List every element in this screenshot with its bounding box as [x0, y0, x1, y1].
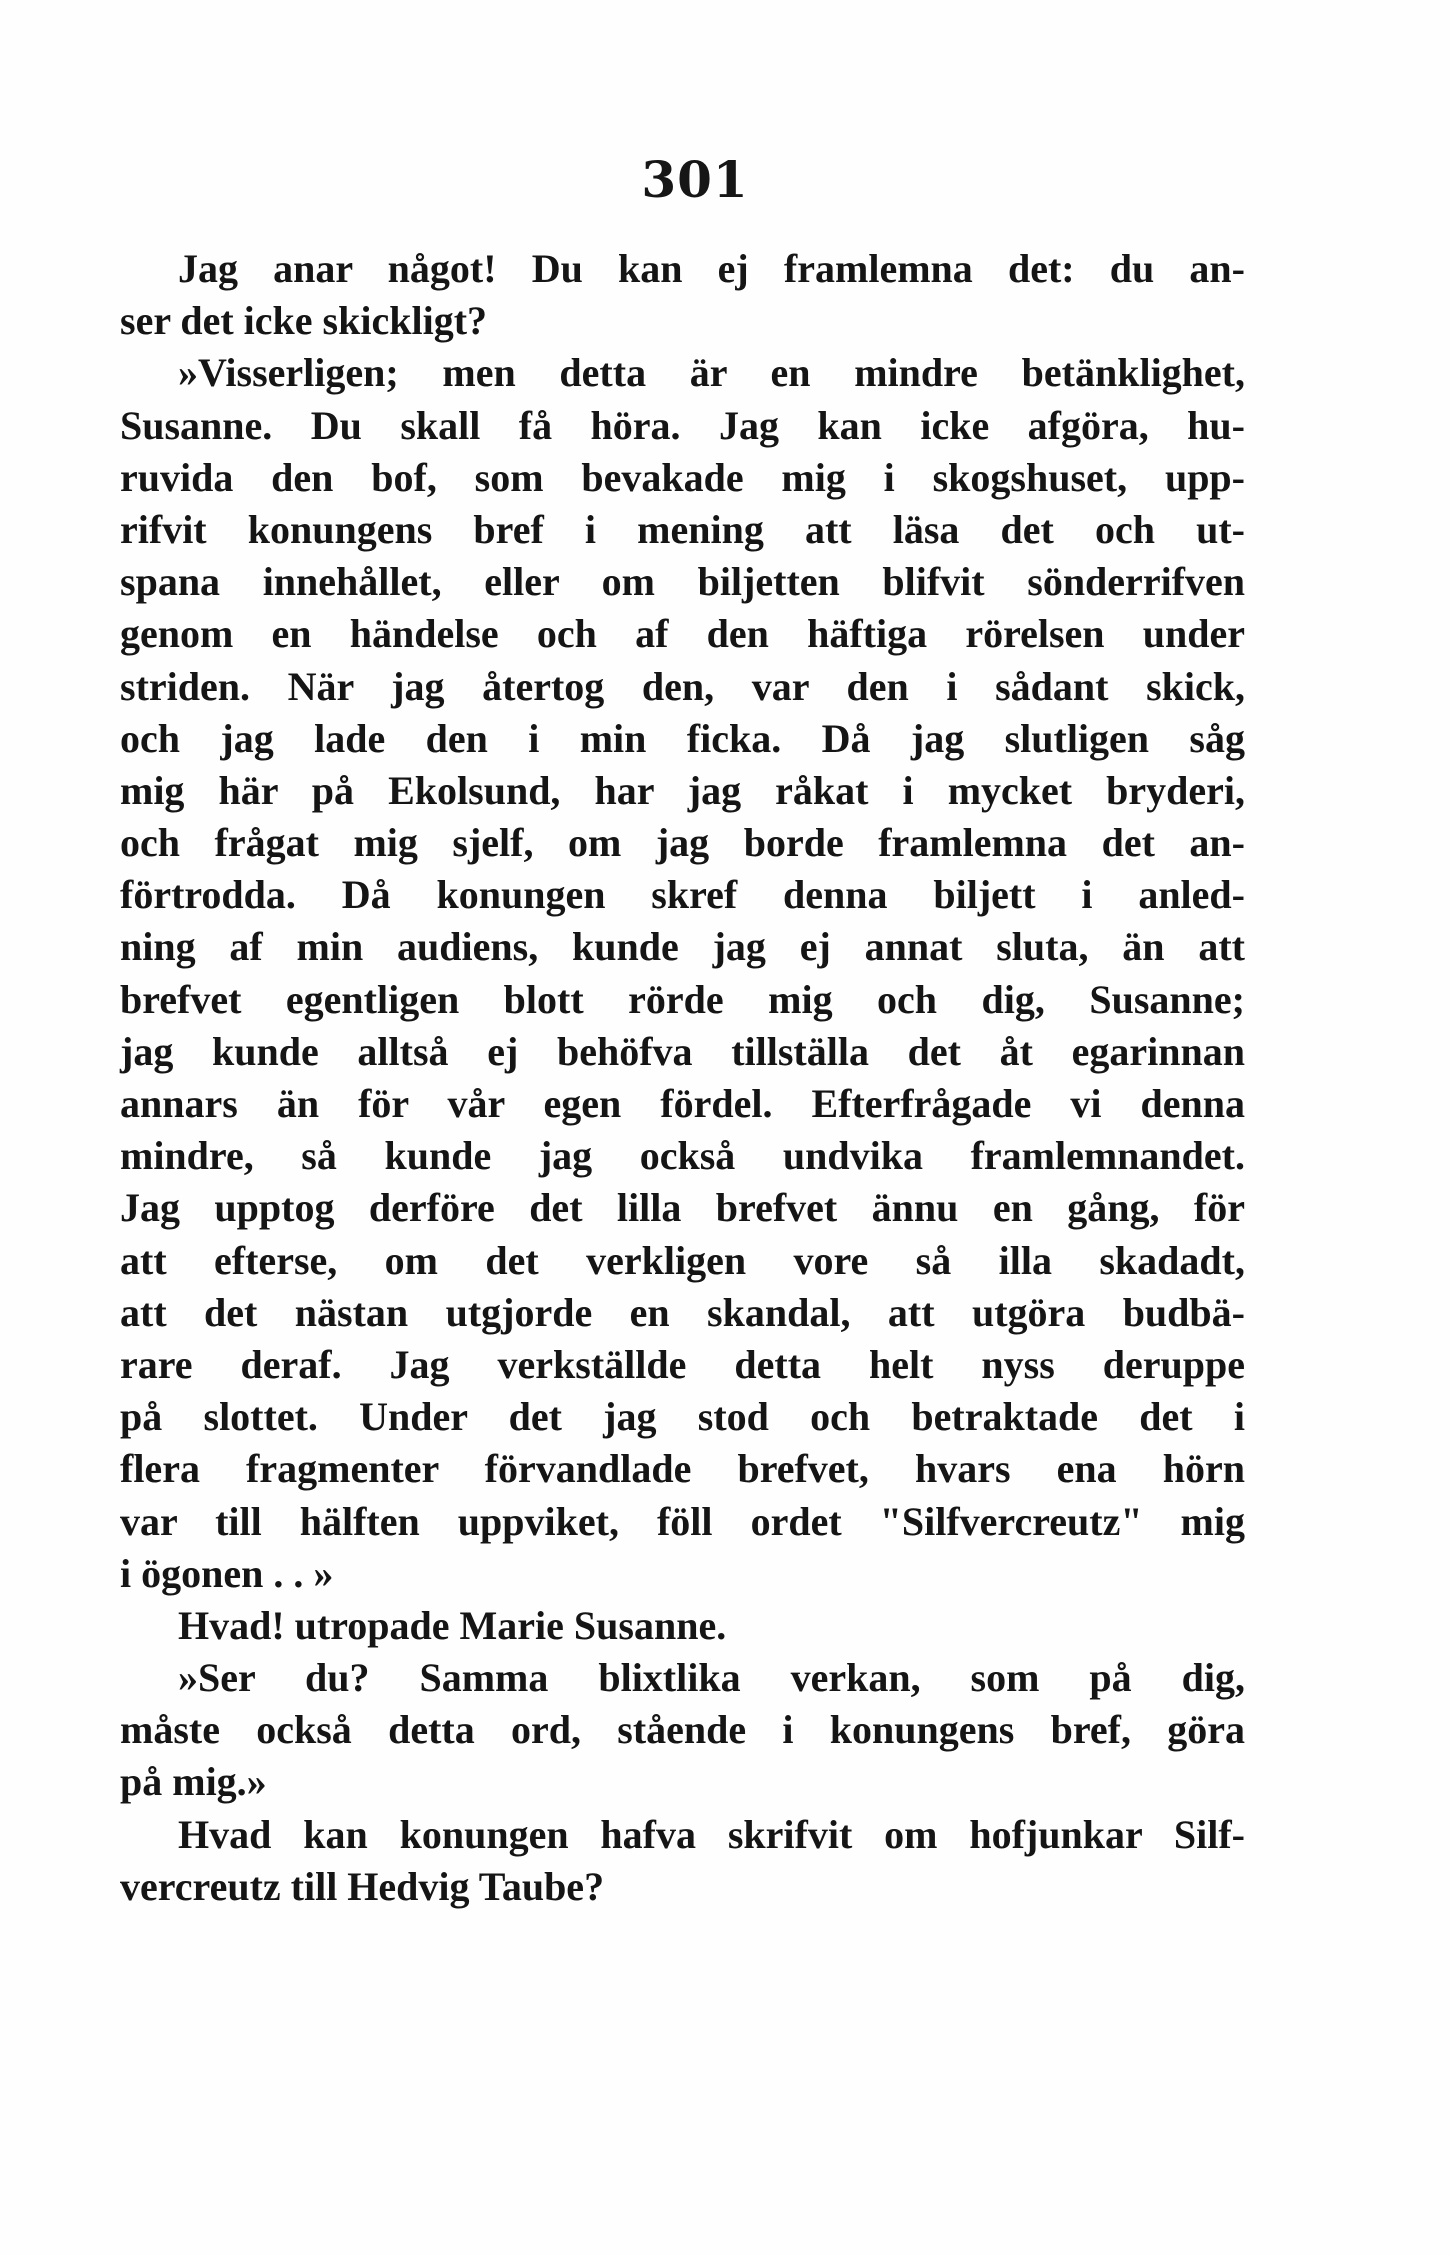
text-line: att efterse, om det verkligen vore så illa skadadt, — [120, 1237, 1245, 1283]
text-line: mindre, så kunde jag också undvika framlemnandet. — [120, 1133, 1245, 1179]
text-line: annars än för vår egen fördel. Efterfrågade vi denna — [120, 1081, 1245, 1126]
text-line: spana innehållet, eller om biljetten blifvit sönderrifven — [120, 559, 1245, 605]
text-line: Jag anar något! Du kan ej framlemna det: du an- — [178, 246, 1245, 291]
text-line: i ögonen . . » — [120, 1550, 334, 1596]
text-line: förtrodda. Då konungen skref denna biljett i anled- — [120, 872, 1245, 918]
text-line: flera fragmenter förvandlade brefvet, hvars ena hörn — [120, 1446, 1245, 1492]
text-line: och frågat mig sjelf, om jag borde framlemna det an- — [120, 820, 1245, 866]
text-line: på mig.» — [120, 1759, 267, 1805]
text-line: »Ser du? Samma blixtlika verkan, som på dig, — [178, 1655, 1245, 1701]
text-line: striden. När jag återtog den, var den i sådant skick, — [120, 663, 1245, 709]
text-line: att det nästan utgjorde en skandal, att utgöra budbä- — [120, 1289, 1245, 1335]
text-line: Hvad! utropade Marie Susanne. — [178, 1602, 727, 1648]
text-line: jag kunde alltså ej behöfva tillställa det åt egarinnan — [120, 1028, 1245, 1074]
text-line: Jag upptog derföre det lilla brefvet ännu en gång, för — [120, 1185, 1245, 1231]
text-line: Susanne. Du skall få höra. Jag kan icke afgöra, hu- — [120, 402, 1245, 448]
text-line: rifvit konungens bref i mening att läsa det och ut- — [120, 506, 1245, 552]
page-number: 301 — [641, 150, 749, 209]
text-line: måste också detta ord, stående i konungens bref, göra — [120, 1707, 1245, 1753]
text-line: på slottet. Under det jag stod och betraktade det i — [120, 1394, 1245, 1440]
text-line: »Visserligen; men detta är en mindre betänklighet, — [178, 350, 1245, 396]
text-line: brefvet egentligen blott rörde mig och dig, Susanne; — [120, 976, 1245, 1022]
text-line: vercreutz till Hedvig Taube? — [120, 1863, 605, 1909]
text-line: Hvad kan konungen hafva skrifvit om hofjunkar Silf- — [178, 1811, 1245, 1857]
text-line: genom en händelse och af den häftiga rörelsen under — [120, 611, 1245, 657]
text-line: och jag lade den i min ficka. Då jag slutligen såg — [120, 715, 1245, 761]
text-line: mig här på Ekolsund, har jag råkat i mycket bryderi, — [120, 767, 1245, 813]
text-line: ser det icke skickligt? — [120, 298, 488, 344]
body-text — [120, 243, 1245, 1913]
text-line: rare deraf. Jag verkställde detta helt nyss deruppe — [120, 1341, 1245, 1387]
text-line: ruvida den bof, som bevakade mig i skogshuset, upp- — [120, 454, 1245, 500]
text-line: ning af min audiens, kunde jag ej annat sluta, än att — [120, 924, 1245, 970]
text-line: var till hälften uppviket, föll ordet "Silfvercreutz" mig — [120, 1498, 1245, 1544]
